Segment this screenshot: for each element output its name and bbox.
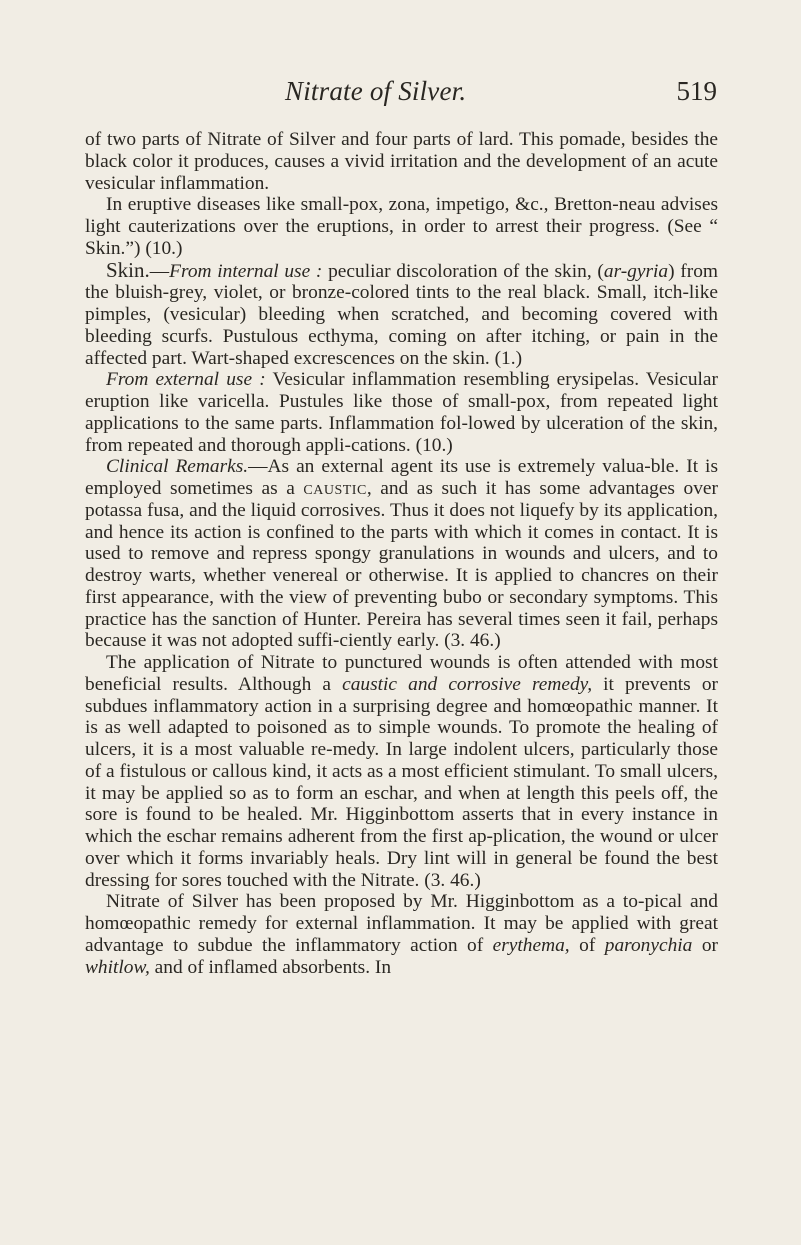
paragraph-clinical-remarks <box>85 456 718 652</box>
paragraph-pomade: of two parts of Nitrate of Silver and four parts of lard. This pomade, besides the black color it produces, causes a vivid irritation and the development of an acute vesicular inflammation. <box>85 129 718 194</box>
paragraph-skin <box>85 257 718 370</box>
term-argyria: ar-gyria <box>603 260 669 282</box>
body-text <box>85 129 718 978</box>
running-title: Nitrate of Silver. <box>285 76 467 106</box>
term-paronychia: paronychia <box>604 934 693 956</box>
topical-text-a: Nitrate of Silver has been proposed by Mr. Higginbottom as a to-pical and homœopathic remedy for external inflammation. It may be applied with great advantage to subdue the inflammatory action of <box>85 891 718 956</box>
paragraph-eruptive-diseases: In eruptive diseases like small-pox, zona, impetigo, &c., Bretton-neau advises light cauterizations over the eruptions, in order to arrest their progress. (See “ Skin.”) (10.) <box>85 194 718 259</box>
section-heading-skin: Skin. <box>106 257 150 282</box>
topical-text-b: and of inflamed absorbents. In <box>149 956 392 978</box>
word-or: or <box>692 934 718 956</box>
word-of: of <box>569 934 605 956</box>
skin-text-a: peculiar discoloration of the skin, ( <box>322 260 604 282</box>
lead-external-use: From external use : <box>106 369 266 391</box>
paragraph-topical-remedy <box>85 891 718 978</box>
external-use-text: Vesicular inflammation resembling erysipelas. Vesicular eruption like varicella. Pustules like those of small-pox, from repeated light applications to the same parts. Inflammation fol-lowed by ulceration of the skin, from repeated and thorough appli-cations. (10.) <box>85 369 719 456</box>
clinical-text-a: —As an external agent its use is extremely valua-ble. It is employed sometimes as a <box>85 456 718 499</box>
lead-internal-use: From internal use : <box>169 260 323 282</box>
wounds-text-b: it prevents or subdues inflammatory action in a surprising degree and homœopathic manner. It is as well adapted to poisoned as to simple wounds. To promote the healing of ulcers, it is a most valuable re-medy. In large indolent ulcers, particularly those of a fistulous or callous kind, it acts as a most efficient stimulant. To small ulcers, it may be applied so as to form an eschar, and when at length this peels off, the sore is found to be healed. Mr. Higginbottom asserts that in every instance in which the eschar remains adherent from the first ap-plication, the wound or ulcer over which it forms invariably heals. Dry lint will in general be found the best dressing for sores touched with the Nitrate. (3. 46.) <box>85 673 718 891</box>
page-header <box>0 76 801 110</box>
term-whitlow: whitlow, <box>85 956 150 978</box>
skin-text-b: ) from the bluish-grey, violet, or bronze-colored tints to the real black. Small, itch-like pimples, (vesicular) bleeding when scratched, and becoming covered with bleeding scurfs. Pustulous ecthyma, coming on after itching, or pain in the affected part. Wart-shaped excrescences on the skin. (1.) <box>85 260 718 369</box>
paragraph-external-use <box>85 369 718 456</box>
paragraph-punctured-wounds <box>85 652 718 891</box>
term-erythema: erythema, <box>492 934 570 956</box>
emph-caustic-corrosive: caustic and corrosive remedy, <box>342 673 593 695</box>
clinical-text-b: , and as such it has some advantages over potassa fusa, and the liquid corrosives. Thus it does not liquefy by its application, and hence its action is confined to the parts with which it comes in contact. It is used to remove and repress spongy granulations in wounds and ulcers, and to destroy warts, whether venereal or otherwise. It is applied to chancres on their first appearance, with the view of preventing bubo or secondary symptoms. This practice has the sanction of Hunter. Pereira has several times seen it fail, perhaps because it was not adopted suffi-ciently early. (3. 46.) <box>85 478 718 652</box>
heading-dash: — <box>149 260 170 282</box>
lead-clinical-remarks: Clinical Remarks. <box>106 456 249 478</box>
term-caustic: caustic <box>303 478 367 499</box>
page-number: 519 <box>676 76 717 106</box>
wounds-text-a: The application of Nitrate to punctured wounds is often attended with most beneficial results. Although a <box>85 652 718 695</box>
